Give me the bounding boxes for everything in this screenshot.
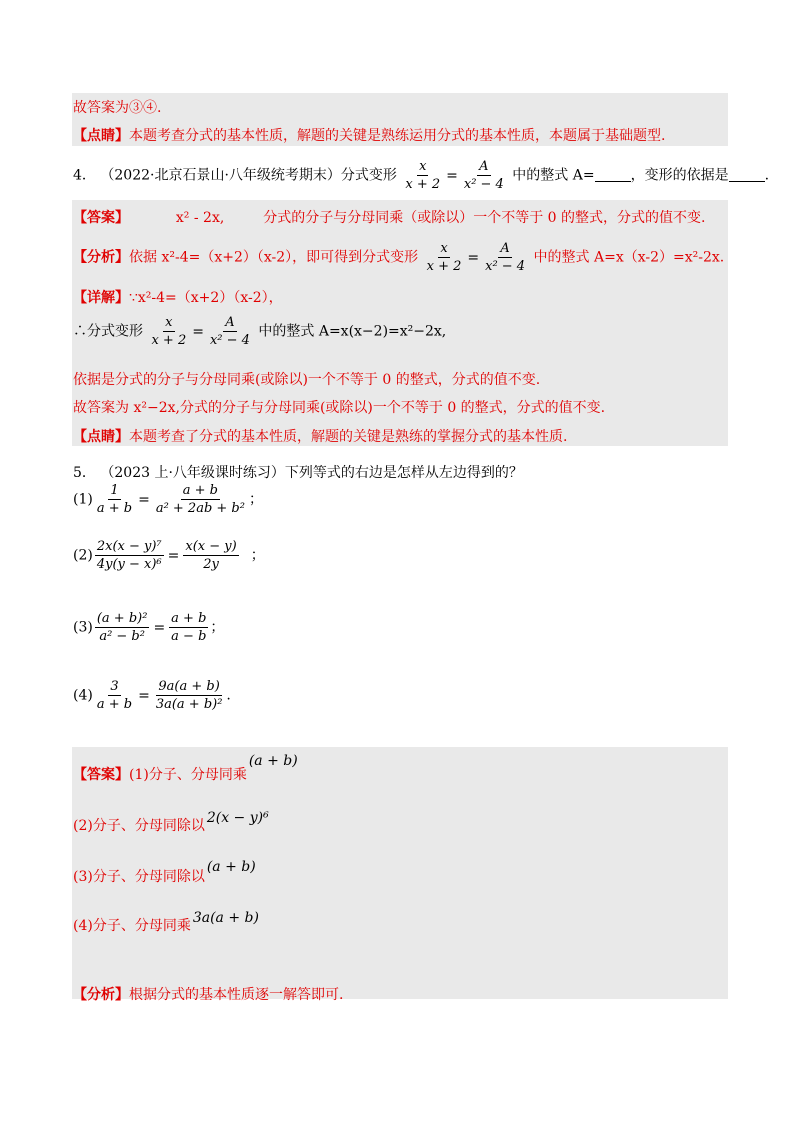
answer-1-text: (1)分子、分母同乘 (129, 767, 247, 783)
prev-comment (73, 125, 665, 145)
fraction-right: $\frac{A}{\text{x² − 4}}$ (463, 159, 504, 192)
item-label: (2) (73, 547, 93, 564)
analysis-fraction-right: $\frac{A}{\text{x² − 4}}$ (485, 241, 526, 274)
answer-4-text: (4)分子、分母同乘 (73, 918, 191, 934)
item-end: ； (250, 547, 265, 564)
detail-line-2-post: 中的整式 A=x(x−2)=x²−2x, (258, 323, 447, 340)
q5-analysis (73, 984, 343, 1004)
comment-text: 本题考查了分式的基本性质，解题的关键是熟练的掌握分式的基本性质. (129, 429, 568, 445)
item-3-left-fraction: $\frac{\text{(a + b)²}}{\text{a² − b²}}$ (96, 611, 148, 644)
question-stem: （2023 上·八年级课时练习）下列等式的右边是怎样从左边得到的？ (100, 465, 523, 481)
answer-blank-1[interactable] (595, 168, 631, 182)
analysis-text: 根据分式的基本性质逐一解答即可. (129, 987, 344, 1003)
item-end: ； (210, 619, 225, 636)
q4-comment (73, 426, 567, 446)
item-2-left-fraction: $\frac{\text{2x(x − y)⁷}}{\text{4y(y − x)⁶}}$ (96, 539, 162, 572)
answer-blank-2[interactable] (729, 168, 765, 182)
q5-answer-1 (73, 753, 298, 784)
q5-answer-2 (73, 810, 269, 835)
item-2-right-fraction: $\frac{x(x - y)}{2y}$ (185, 539, 237, 572)
question-4-stem: 4． （2022·北京石景山·八年级统考期末）分式变形 $\frac{x}{x + 2}$ = $\frac{A}{\text{x² − 4}}$ 中的整式 A= ，变形的依据是 . (73, 159, 770, 192)
q5-item-3: (3) $\frac{\text{(a + b)²}}{\text{a² − b²}}$ = $\frac{a + b}{a - b}$ ； (73, 611, 225, 644)
analysis-label: 【分析】 (73, 987, 129, 1003)
analysis-post: 中的整式 A=x（x-2）=x²-2x. (533, 249, 725, 266)
q4-detail-line-3: 依据是分式的分子与分母同乘(或除以)一个不等于 0 的整式，分式的值不变. (73, 372, 541, 388)
q5-item-4: (4) $\frac{3}{a + b}$ = $\frac{9a(a + b)}{\text{3a(a + b)²}}$ . (73, 679, 231, 712)
comment-label: 【点睛】 (73, 128, 129, 144)
analysis-fraction-left: $\frac{x}{x + 2}$ (426, 241, 462, 274)
item-3-right-fraction: $\frac{a + b}{a - b}$ (171, 611, 207, 644)
answer-value: x² - 2x, (175, 210, 225, 226)
q4-analysis: 【分析】依据 x²-4=（x+2）（x-2），即可得到分式变形 $\frac{x}{x + 2}$ = $\frac{A}{\text{x² − 4}}$ 中的整式 A=x（x-2）=x²-2x. (73, 241, 725, 274)
comment-label: 【点睛】 (73, 429, 129, 445)
item-4-left-fraction: $\frac{3}{a + b}$ (96, 679, 133, 712)
detail-line-2-pre: ∴分式变形 (73, 323, 143, 340)
item-4-right-fraction: $\frac{9a(a + b)}{\text{3a(a + b)²}}$ (155, 679, 223, 712)
detail-label: 【详解】 (73, 290, 129, 306)
fraction-left: $\frac{x}{x + 2}$ (405, 159, 441, 192)
question-source: （2022·北京石景山·八年级统考期末）分式变形 (100, 167, 397, 184)
item-label: (1) (73, 491, 93, 508)
q5-answer-3 (73, 859, 256, 886)
prev-answer-line: 故答案为③④. (73, 100, 162, 116)
end-punct: . (764, 167, 770, 184)
analysis-label: 【分析】 (73, 249, 129, 266)
answer-4-expr: 3a(a + b) (192, 910, 259, 926)
detail-fraction-left: $\frac{x}{x + 2}$ (151, 315, 187, 348)
question-number: 4． (73, 167, 96, 184)
answer-1-expr: (a + b) (248, 753, 298, 769)
question-number: 5． (73, 465, 96, 481)
question-5-stem (73, 462, 523, 482)
q5-item-2: (2) $\frac{\text{2x(x − y)⁷}}{\text{4y(y − x)⁶}}$ = $\frac{x(x - y)}{2y}$ ； (73, 539, 265, 572)
mid-text: 中的整式 A= (512, 167, 595, 184)
item-1-left-fraction: $\frac{1}{a + b}$ (96, 483, 133, 516)
item-1-right-fraction: $\frac{a + b}{\text{a² + 2ab + b²}}$ (155, 483, 245, 516)
q4-detail-line-1 (73, 287, 283, 307)
detail-line-1: ∵x²-4=（x+2）（x-2）， (129, 290, 283, 306)
comment-text: 本题考查分式的基本性质，解题的关键是熟练运用分式的基本性质，本题属于基础题型. (129, 128, 666, 144)
answer-3-expr: (a + b) (206, 859, 256, 875)
item-end: . (226, 687, 231, 704)
item-label: (3) (73, 619, 93, 636)
item-end: ； (248, 491, 263, 508)
q5-answer-4 (73, 910, 259, 935)
after-blank-text: ，变形的依据是 (630, 167, 729, 184)
answer-reason: 分式的分子与分母同乘（或除以）一个不等于 0 的整式，分式的值不变. (263, 210, 706, 226)
answer-3-text: (3)分子、分母同除以 (73, 869, 205, 885)
answer-2-text: (2)分子、分母同除以 (73, 818, 205, 834)
answer-label: 【答案】 (73, 210, 129, 226)
item-label: (4) (73, 687, 93, 704)
analysis-pre: 依据 x²-4=（x+2）（x-2），即可得到分式变形 (129, 249, 419, 266)
answer-label: 【答案】 (73, 767, 129, 783)
detail-fraction-right: $\frac{A}{\text{x² − 4}}$ (209, 315, 250, 348)
q4-detail-line-2: ∴分式变形 $\frac{x}{x + 2}$ = $\frac{A}{\text{x² − 4}}$ 中的整式 A=x(x−2)=x²−2x, (73, 315, 447, 348)
q4-answer (73, 207, 705, 227)
answer-2-expr: 2(x − y)⁶ (206, 810, 269, 826)
q4-detail-line-4: 故答案为 x²−2x,分式的分子与分母同乘(或除以)一个不等于 0 的整式，分式的值不变. (73, 400, 606, 416)
q5-item-1: (1) $\frac{1}{a + b}$ = $\frac{a + b}{\text{a² + 2ab + b²}}$ ； (73, 483, 263, 516)
